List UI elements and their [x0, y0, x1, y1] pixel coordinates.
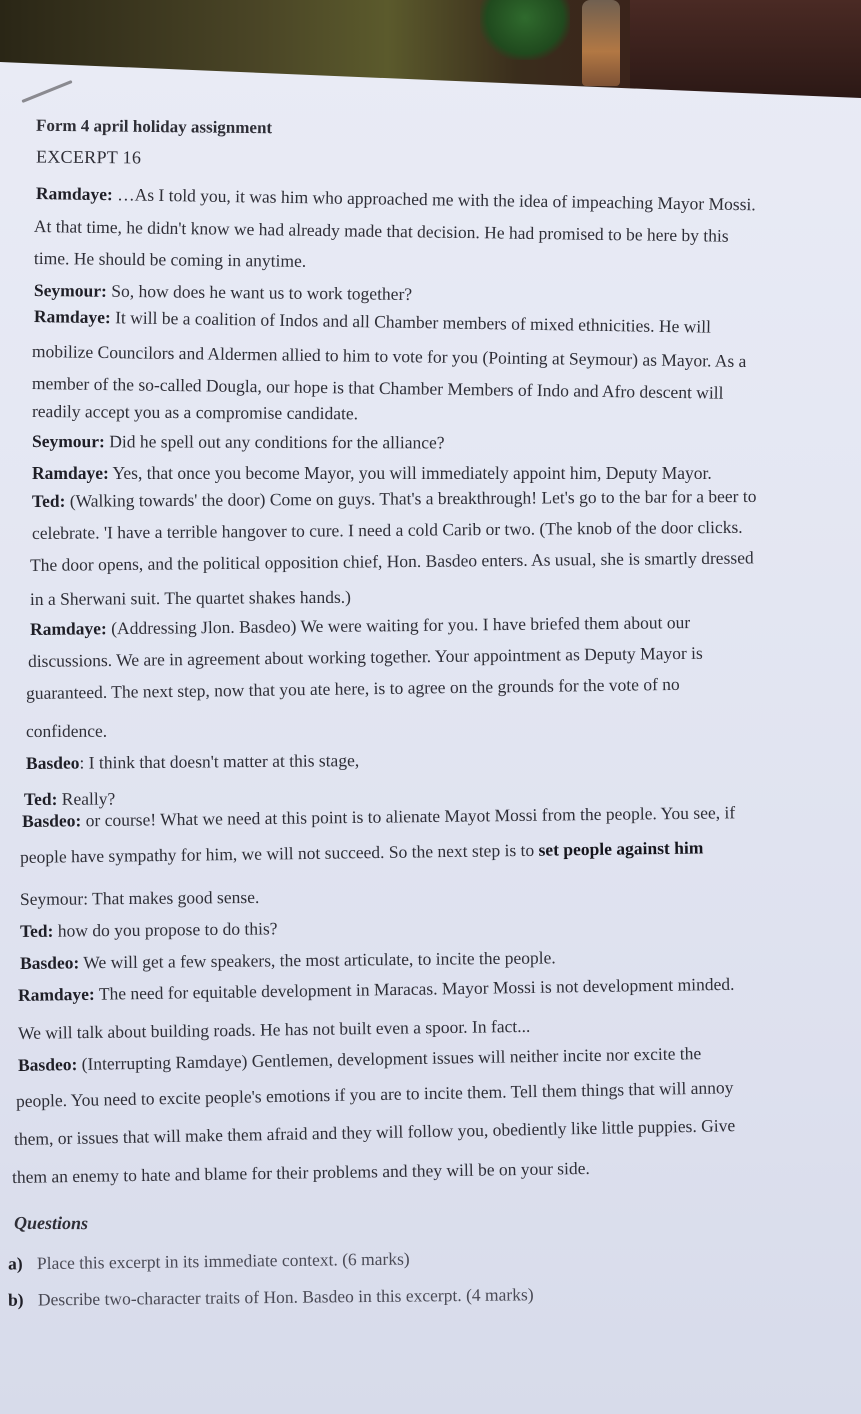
dialogue-text: mobilize Councilors and Aldermen allied to him to vote for you (Pointing at Seymour) as Mayor. As a	[31, 341, 747, 371]
excerpt-line	[16, 1076, 734, 1112]
excerpt-line	[20, 836, 704, 868]
dialogue-text: time. He should be coming in anytime.	[33, 248, 307, 271]
speaker-name: Basdeo	[25, 752, 80, 773]
dialogue-text: celebrate. 'I have a terrible hangover to cure. I need a cold Carib or two. (The knob of the door clicks.	[31, 516, 743, 543]
excerpt-line	[32, 516, 743, 544]
speaker-name: Ramdaye:	[33, 306, 111, 328]
excerpt-line	[14, 1114, 736, 1150]
dialogue-text: confidence.	[25, 720, 108, 741]
speaker-name: Seymour:	[31, 431, 105, 452]
excerpt-line	[20, 886, 259, 910]
excerpt-line	[18, 1015, 531, 1044]
question-a	[8, 1248, 410, 1275]
speaker-name: Ramdaye:	[32, 463, 109, 483]
speaker-name: Ted:	[31, 490, 66, 511]
speaker-name: Ted:	[19, 920, 54, 941]
dialogue-text: Did he spell out any conditions for the alliance?	[104, 431, 445, 453]
dialogue-text: : I think that doesn't matter at this stage,	[79, 750, 360, 773]
dialogue-text: It will be a coalition of Indos and all Chamber members of mixed ethnicities. He will	[110, 307, 712, 337]
excerpt-line	[22, 801, 735, 832]
dialogue-text: Yes, that once you become Mayor, you will immediately appoint him, Deputy Mayor.	[108, 463, 712, 483]
dialogue-text: (Walking towards' the door) Come on guys. That's a breakthrough! Let's go to the bar for a beer to	[65, 485, 757, 511]
dialogue-text: (Addressing Jlon. Basdeo) We were waiting for you. I have briefed them about our	[106, 612, 691, 639]
excerpt-line	[34, 215, 729, 247]
dialogue-text: or course! What we need at this point is to alienate Mayot Mossi from the people. You see, if	[81, 802, 736, 831]
excerpt-line	[32, 340, 747, 372]
dialogue-text: Seymour: That makes good sense.	[19, 886, 260, 909]
excerpt-line	[30, 611, 690, 640]
speaker-name: Ramdaye:	[17, 983, 95, 1005]
question-a-text: Place this excerpt in its immediate context. (6 marks)	[36, 1248, 410, 1274]
questions-heading: Questions	[13, 1212, 89, 1234]
excerpt-line	[26, 673, 680, 704]
excerpt-line	[20, 946, 556, 974]
excerpt-line	[36, 182, 756, 215]
dialogue-text: The need for equitable development in Maracas. Mayor Mossi is not development minded.	[94, 973, 735, 1004]
excerpt-line	[26, 749, 359, 774]
dialogue-text: At that time, he didn't know we had already made that decision. He had promised to be here by this	[33, 216, 729, 246]
excerpt-line	[12, 1157, 590, 1188]
dialogue-text: So, how does he want us to work together?	[106, 280, 413, 304]
question-b-label: b)	[7, 1289, 24, 1310]
dialogue-text: …As I told you, it was him who approached me with the idea of impeaching Mayor Mossi.	[112, 184, 756, 215]
excerpt-line	[34, 305, 711, 338]
excerpt-line	[18, 1042, 702, 1076]
dialogue-text: member of the so-called Dougla, our hope is that Chamber Members of Indo and Afro descent will	[31, 373, 724, 403]
speaker-name: Seymour:	[33, 280, 108, 301]
dialogue-text: We will get a few speakers, the most articulate, to incite the people.	[79, 947, 556, 973]
dialogue-text: (Interrupting Ramdaye) Gentlemen, development issues will neither incite nor excite the	[77, 1043, 702, 1074]
excerpt-line	[34, 279, 412, 305]
dialogue-text: them an enemy to hate and blame for their problems and they will be on your side.	[11, 1157, 590, 1187]
excerpt-line	[28, 642, 703, 672]
dialogue-text: people. You need to excite people's emotions if you are to incite them. Tell them things that will annoy	[15, 1077, 734, 1111]
excerpt-line	[32, 430, 445, 453]
dialogue-text: how do you propose to do this?	[53, 918, 278, 941]
dialogue-text: guaranteed. The next step, now that you ate here, is to agree on the grounds for the vote of no	[25, 673, 680, 703]
excerpt-line	[30, 586, 351, 610]
question-b-text: Describe two-character traits of Hon. Basdeo in this excerpt. (4 marks)	[37, 1284, 534, 1310]
excerpt-heading: EXCERPT 16	[35, 146, 142, 168]
excerpt-line	[34, 247, 306, 272]
excerpt-line	[32, 400, 358, 424]
excerpt-line	[30, 546, 754, 576]
dialogue-text: We will talk about building roads. He has not built even a spoor. In fact...	[17, 1015, 531, 1043]
dialogue-text: people have sympathy for him, we will not succeed. So the next step is to	[19, 839, 539, 867]
emphasized-text: set people against him	[538, 837, 704, 860]
dialogue-text: discussions. We are in agreement about working together. Your appointment as Deputy Mayor is	[27, 642, 703, 671]
excerpt-line	[20, 917, 278, 942]
speaker-name: Basdeo:	[17, 1053, 78, 1075]
speaker-name: Ramdaye:	[35, 183, 113, 205]
excerpt-line	[32, 372, 724, 404]
excerpt-line	[26, 720, 107, 742]
document-title: Form 4 april holiday assignment	[35, 115, 273, 138]
dialogue-text: readily accept you as a compromise candidate.	[31, 401, 359, 424]
excerpt-line	[24, 788, 115, 810]
dialogue-text: in a Sherwani suit. The quartet shakes hands.)	[29, 586, 351, 609]
question-a-label: a)	[7, 1253, 23, 1274]
excerpt-line	[18, 973, 735, 1006]
excerpt-line	[32, 462, 712, 484]
dialogue-text: Really?	[57, 788, 116, 809]
dialogue-text: them, or issues that will make them afraid and they will follow you, obediently like little puppies. Give	[13, 1115, 736, 1149]
speaker-name: Basdeo:	[21, 810, 82, 831]
dialogue-text: The door opens, and the political opposition chief, Hon. Basdeo enters. As usual, she is smartly dressed	[29, 547, 754, 575]
excerpt-line	[32, 485, 757, 512]
speaker-name: Ramdaye:	[29, 618, 107, 639]
speaker-name: Ted:	[23, 788, 58, 809]
speaker-name: Basdeo:	[19, 952, 80, 973]
question-b	[8, 1283, 534, 1311]
